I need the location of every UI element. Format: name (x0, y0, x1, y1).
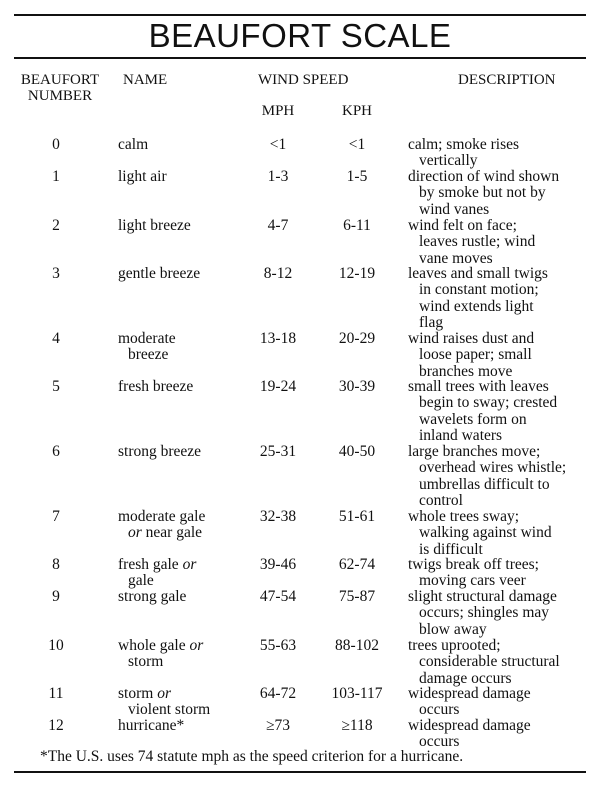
description-line: wind extends light (419, 297, 534, 315)
description-line: begin to sway; crested (419, 394, 558, 412)
header-number (14, 72, 106, 104)
description-line: occurs; shingles may (419, 604, 550, 622)
speed-mph: ≥73 (265, 717, 290, 734)
description (408, 379, 598, 444)
name-line: hurricane* (118, 717, 185, 734)
description-line: whole trees sway; (408, 508, 520, 525)
speed-mph: 19-24 (259, 378, 297, 395)
name-line: moderate gale (118, 508, 206, 525)
description (408, 557, 598, 590)
description-line: large branches move; (408, 443, 541, 460)
wind-name (118, 718, 248, 734)
description-line: vane moves (419, 249, 493, 267)
description-line: considerable structural (419, 653, 560, 671)
name-line: storm or (118, 685, 171, 702)
beaufort-number: 6 (52, 443, 60, 460)
description-line: by smoke but not by (419, 184, 546, 202)
wind-name (118, 557, 248, 590)
speed-mph: 47-54 (259, 588, 297, 605)
name-line: calm (118, 136, 149, 153)
speed-mph: <1 (269, 136, 287, 153)
wind-name (118, 509, 248, 542)
speed-kph: 30-39 (338, 378, 376, 395)
description-line: loose paper; small (419, 346, 532, 364)
beaufort-number: 12 (48, 717, 64, 734)
description-line: wind raises dust and (408, 330, 535, 347)
wind-name (118, 331, 248, 364)
speed-kph: ≥118 (341, 717, 373, 734)
description-line: twigs break off trees; (408, 556, 539, 573)
or-italic: or (128, 524, 142, 542)
name-line: gale (128, 572, 154, 590)
description (408, 218, 598, 267)
description-line: trees uprooted; (408, 637, 501, 654)
beaufort-number: 2 (52, 217, 60, 234)
description-line: direction of wind shown (408, 168, 560, 185)
description-line: umbrellas difficult to (419, 475, 550, 493)
description-line: leaves rustle; wind (419, 233, 536, 251)
speed-mph: 25-31 (259, 443, 297, 460)
name-line: or near gale (128, 524, 203, 542)
name-line: light breeze (118, 217, 191, 234)
speed-kph: 62-74 (338, 556, 376, 573)
speed-mph: 39-46 (259, 556, 297, 573)
description-line: leaves and small twigs (408, 265, 548, 282)
description-line: blow away (419, 620, 487, 638)
name-line: strong gale (118, 588, 187, 605)
description-line: overhead wires whistle; (419, 459, 567, 477)
speed-kph: 40-50 (338, 443, 376, 460)
description-line: occurs (419, 733, 460, 751)
beaufort-number: 3 (52, 265, 60, 282)
wind-name (118, 266, 248, 282)
description-line: wavelets form on (419, 410, 527, 428)
description (408, 137, 598, 170)
speed-mph: 4-7 (267, 217, 289, 234)
name-line: violent storm (128, 701, 211, 719)
header-kph: KPH (341, 103, 372, 119)
beaufort-number: 4 (52, 330, 60, 347)
speed-mph: 13-18 (259, 330, 297, 347)
name-line: strong breeze (118, 443, 202, 460)
bottom-rule (14, 771, 586, 773)
description (408, 331, 598, 380)
speed-kph: 75-87 (338, 588, 376, 605)
description-line: moving cars veer (419, 572, 526, 590)
speed-kph: 20-29 (338, 330, 376, 347)
speed-mph: 55-63 (259, 637, 297, 654)
description-line: vertically (419, 152, 478, 170)
wind-name (118, 379, 248, 395)
description-line: small trees with leaves (408, 378, 549, 395)
speed-mph: 64-72 (259, 685, 297, 702)
description-line: branches move (419, 362, 513, 380)
header-wind-speed: WIND SPEED (258, 72, 349, 88)
wind-name (118, 589, 248, 605)
beaufort-number: 1 (52, 168, 60, 185)
name-line: fresh gale or (118, 556, 197, 573)
speed-mph: 8-12 (263, 265, 293, 282)
speed-kph: 12-19 (338, 265, 376, 282)
wind-name (118, 638, 248, 671)
description-line: walking against wind (419, 524, 552, 542)
name-line: gentle breeze (118, 265, 201, 282)
description (408, 718, 598, 751)
name-line: breeze (128, 346, 169, 364)
speed-kph: 1-5 (346, 168, 368, 185)
name-line: whole gale or (118, 637, 204, 654)
description-line: wind felt on face; (408, 217, 517, 234)
speed-kph: 6-11 (343, 217, 371, 234)
description-line: widespread damage (408, 717, 531, 734)
description (408, 589, 598, 638)
name-line: fresh breeze (118, 378, 194, 395)
speed-kph: 88-102 (335, 637, 379, 654)
wind-name (118, 218, 248, 234)
description-line: is difficult (419, 540, 483, 558)
description-line: calm; smoke rises (408, 136, 520, 153)
or-italic: or (157, 685, 171, 702)
description-line: control (419, 491, 463, 509)
header-name: NAME (123, 72, 168, 88)
description-line: slight structural damage (408, 588, 557, 605)
beaufort-number: 5 (52, 378, 60, 395)
page-title: BEAUFORT SCALE (148, 17, 452, 54)
name-line: storm (128, 653, 164, 671)
description-line: damage occurs (419, 669, 512, 687)
name-line: moderate (118, 330, 176, 347)
description (408, 444, 598, 509)
speed-mph: 1-3 (267, 168, 289, 185)
speed-kph: 103-117 (331, 685, 383, 702)
footnote: *The U.S. uses 74 statute mph as the speed criterion for a hurricane. (40, 748, 464, 765)
description-line: wind vanes (419, 200, 490, 218)
beaufort-number: 7 (52, 508, 60, 525)
header-number-line1: BEAUFORT (20, 72, 100, 88)
description-line: inland waters (419, 426, 503, 444)
description (408, 266, 598, 331)
description (408, 169, 598, 218)
beaufort-number: 10 (48, 637, 64, 654)
or-italic: or (182, 556, 197, 573)
beaufort-number: 8 (52, 556, 60, 573)
description-line: widespread damage (408, 685, 531, 702)
beaufort-number: 9 (52, 588, 60, 605)
header-number-line2: NUMBER (27, 88, 93, 104)
description (408, 686, 598, 719)
wind-name (118, 169, 248, 185)
description (408, 509, 598, 558)
beaufort-number: 11 (48, 685, 64, 702)
description-line: occurs (419, 701, 460, 719)
name-line: light air (118, 168, 167, 185)
wind-name (118, 137, 248, 153)
description-line: in constant motion; (419, 281, 539, 299)
wind-name (118, 686, 248, 719)
description-line: flag (419, 313, 444, 331)
header-mph: MPH (261, 103, 295, 119)
speed-kph: <1 (348, 136, 366, 153)
description (408, 638, 598, 687)
beaufort-number: 0 (52, 136, 60, 153)
title-rule (14, 57, 586, 59)
header-description: DESCRIPTION (458, 72, 556, 88)
speed-mph: 32-38 (259, 508, 297, 525)
wind-name (118, 444, 248, 460)
speed-kph: 51-61 (338, 508, 376, 525)
or-italic: or (189, 637, 204, 654)
